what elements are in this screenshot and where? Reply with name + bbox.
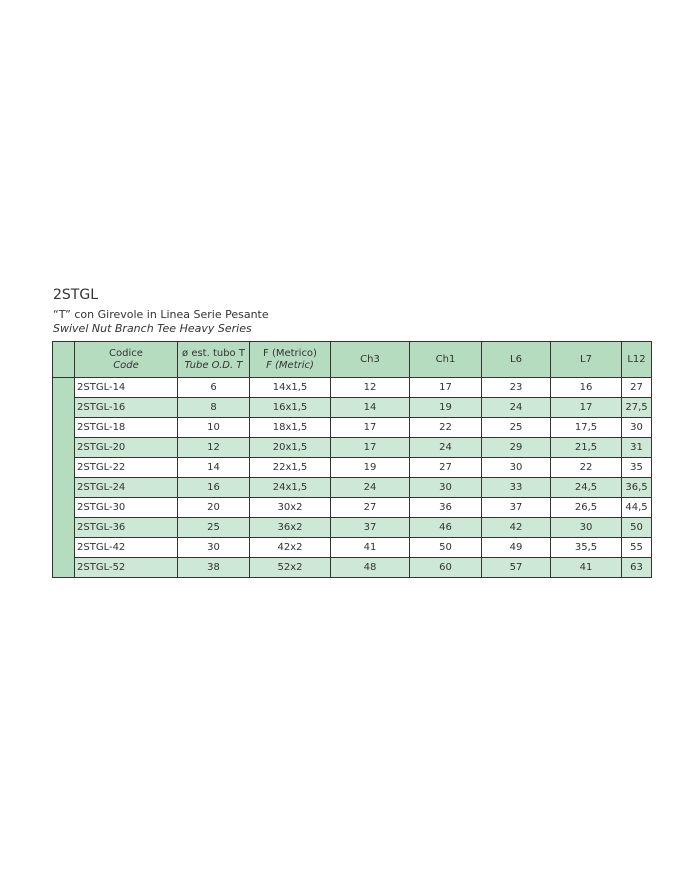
cell-tube-od: 25 — [178, 518, 250, 538]
table-row — [53, 558, 652, 578]
cell-l7: 30 — [551, 518, 622, 538]
cell-ch3: 37 — [331, 518, 410, 538]
cell-ch3: 19 — [331, 458, 410, 478]
cell-ch1: 19 — [410, 398, 482, 418]
cell-l7: 17 — [551, 398, 622, 418]
dimensions-table — [52, 341, 652, 578]
cell-code: 2STGL-18 — [75, 418, 178, 438]
cell-l6: 30 — [482, 458, 551, 478]
cell-code: 2STGL-16 — [75, 398, 178, 418]
cell-l12: 27 — [622, 378, 652, 398]
cell-l6: 25 — [482, 418, 551, 438]
cell-l6: 24 — [482, 398, 551, 418]
cell-ch1: 60 — [410, 558, 482, 578]
side-band — [53, 378, 75, 578]
cell-tube-od: 10 — [178, 418, 250, 438]
cell-l7: 16 — [551, 378, 622, 398]
cell-ch1: 30 — [410, 478, 482, 498]
cell-l7: 26,5 — [551, 498, 622, 518]
cell-l6: 49 — [482, 538, 551, 558]
product-code: 2STGL — [53, 287, 98, 303]
cell-l6: 57 — [482, 558, 551, 578]
table-row — [53, 418, 652, 438]
cell-ch3: 48 — [331, 558, 410, 578]
cell-tube-od: 20 — [178, 498, 250, 518]
column-header-l6: L6 — [482, 342, 551, 378]
cell-tube-od: 12 — [178, 438, 250, 458]
table-row — [53, 378, 652, 398]
cell-tube-od: 14 — [178, 458, 250, 478]
cell-code: 2STGL-42 — [75, 538, 178, 558]
cell-tube-od: 38 — [178, 558, 250, 578]
cell-code: 2STGL-24 — [75, 478, 178, 498]
cell-l12: 31 — [622, 438, 652, 458]
cell-ch1: 17 — [410, 378, 482, 398]
cell-ch3: 17 — [331, 418, 410, 438]
cell-l7: 21,5 — [551, 438, 622, 458]
cell-l12: 27,5 — [622, 398, 652, 418]
table-row — [53, 518, 652, 538]
cell-thread: 14x1,5 — [250, 378, 331, 398]
cell-tube-od: 6 — [178, 378, 250, 398]
cell-ch3: 27 — [331, 498, 410, 518]
table-row — [53, 538, 652, 558]
cell-l7: 22 — [551, 458, 622, 478]
cell-l12: 55 — [622, 538, 652, 558]
cell-code: 2STGL-30 — [75, 498, 178, 518]
column-header-l12: L12 — [622, 342, 652, 378]
table-row — [53, 498, 652, 518]
cell-ch1: 36 — [410, 498, 482, 518]
cell-ch1: 50 — [410, 538, 482, 558]
cell-ch1: 22 — [410, 418, 482, 438]
cell-l7: 41 — [551, 558, 622, 578]
cell-l12: 44,5 — [622, 498, 652, 518]
cell-thread: 16x1,5 — [250, 398, 331, 418]
cell-l12: 63 — [622, 558, 652, 578]
product-title-italian: “T” con Girevole in Linea Serie Pesante — [53, 308, 269, 321]
cell-thread: 20x1,5 — [250, 438, 331, 458]
cell-l6: 33 — [482, 478, 551, 498]
cell-tube-od: 30 — [178, 538, 250, 558]
cell-l7: 35,5 — [551, 538, 622, 558]
cell-ch1: 27 — [410, 458, 482, 478]
cell-l6: 42 — [482, 518, 551, 538]
cell-l12: 36,5 — [622, 478, 652, 498]
table-row — [53, 458, 652, 478]
column-header-l7: L7 — [551, 342, 622, 378]
cell-code: 2STGL-22 — [75, 458, 178, 478]
cell-code: 2STGL-14 — [75, 378, 178, 398]
cell-code: 2STGL-52 — [75, 558, 178, 578]
cell-ch3: 17 — [331, 438, 410, 458]
cell-l12: 30 — [622, 418, 652, 438]
cell-l7: 17,5 — [551, 418, 622, 438]
cell-tube-od: 16 — [178, 478, 250, 498]
cell-thread: 42x2 — [250, 538, 331, 558]
cell-ch1: 24 — [410, 438, 482, 458]
cell-tube-od: 8 — [178, 398, 250, 418]
cell-thread: 24x1,5 — [250, 478, 331, 498]
table-row — [53, 478, 652, 498]
cell-thread: 30x2 — [250, 498, 331, 518]
cell-l6: 37 — [482, 498, 551, 518]
product-header — [53, 287, 269, 336]
cell-ch1: 46 — [410, 518, 482, 538]
column-header-ch1: Ch1 — [410, 342, 482, 378]
cell-thread: 22x1,5 — [250, 458, 331, 478]
cell-l7: 24,5 — [551, 478, 622, 498]
cell-l6: 29 — [482, 438, 551, 458]
table-header-row — [53, 342, 652, 378]
cell-thread: 52x2 — [250, 558, 331, 578]
side-band — [53, 342, 75, 378]
table-row — [53, 438, 652, 458]
cell-code: 2STGL-36 — [75, 518, 178, 538]
cell-code: 2STGL-20 — [75, 438, 178, 458]
cell-ch3: 24 — [331, 478, 410, 498]
cell-ch3: 41 — [331, 538, 410, 558]
cell-l12: 35 — [622, 458, 652, 478]
table-row — [53, 398, 652, 418]
column-header-tube-od: ø est. tubo T Tube O.D. T — [178, 342, 250, 378]
column-header-thread: F (Metrico) F (Metric) — [250, 342, 331, 378]
cell-l12: 50 — [622, 518, 652, 538]
column-header-code: Codice Code — [75, 342, 178, 378]
column-header-ch3: Ch3 — [331, 342, 410, 378]
cell-ch3: 14 — [331, 398, 410, 418]
cell-ch3: 12 — [331, 378, 410, 398]
cell-thread: 36x2 — [250, 518, 331, 538]
cell-l6: 23 — [482, 378, 551, 398]
cell-thread: 18x1,5 — [250, 418, 331, 438]
product-title-english: Swivel Nut Branch Tee Heavy Series — [53, 322, 252, 335]
